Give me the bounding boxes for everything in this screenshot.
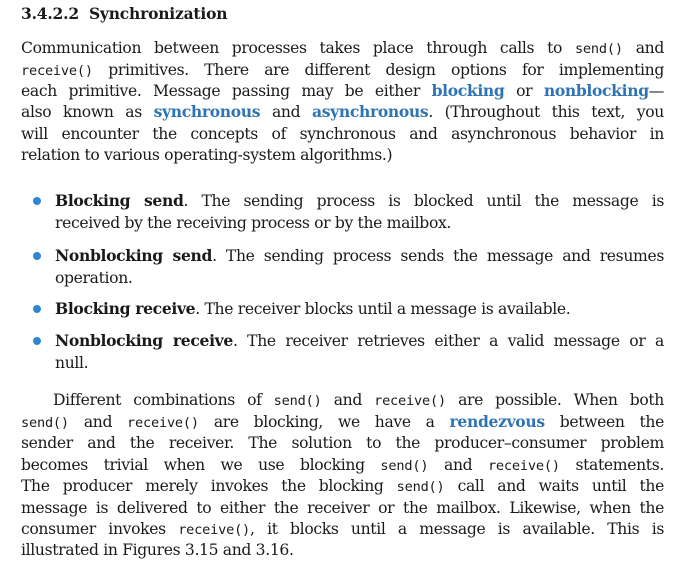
bullet-term: Nonblocking send <box>55 246 213 265</box>
section-title: Synchronization <box>88 4 228 23</box>
code-receive: receive() <box>21 63 93 79</box>
text-line: also known as synchronous and asynchronous. (Throughout this text, you <box>21 102 664 121</box>
bullet-dot-icon <box>33 305 41 313</box>
bullet-dot-icon <box>33 197 41 205</box>
text-line: each primitive. Message passing may be either blocking or nonblocking— <box>21 81 664 100</box>
text-line: Communication between processes takes place through calls to send() and <box>21 39 665 57</box>
bullet-text: received by the receiving process or by the mailbox. <box>55 214 452 232</box>
code-send: send() <box>273 393 322 409</box>
text-line: message is delivered to either the receiver or the mailbox. Likewise, when the <box>21 499 664 517</box>
term-nonblocking: nonblocking <box>543 81 649 100</box>
code-send: send() <box>574 41 623 57</box>
bullet-dot-icon <box>33 252 41 260</box>
term-asynchronous: asynchronous <box>311 102 429 121</box>
code-receive: receive() <box>178 522 251 538</box>
bullet-dot-icon <box>33 337 41 345</box>
text-line: sender and the receiver. The solution to the producer–consumer problem <box>21 434 664 452</box>
term-blocking: blocking <box>431 81 505 100</box>
text-line: receive() primitives. There are different design options for implementing <box>21 61 664 79</box>
code-send: send() <box>380 458 429 474</box>
term-synchronous: synchronous <box>153 102 261 121</box>
bullet-text: operation. <box>55 269 133 287</box>
text-line: consumer invokes receive(), it blocks until a message is available. This is <box>21 520 664 538</box>
bullet-term: Nonblocking receive <box>55 331 233 350</box>
textbook-page: 3.4.2.2 Synchronization Communication between processes takes place through calls to send() and receive() primitives. There are different design options for implementing each primitive. Message passing may be either blocking or nonblocking— also known as synchronous and asynchronous. (Throughout this text, you will encounter the concepts of synchronous and asynchronous behavior in relation to various operating-system algorithms.) Blocking send. The sending process is blocked until the message is received by the receiving process or by the mailbox. Nonblocking send. The sending process sends the message and resumes operation. Blocking receive. The receiver blocks until a message is available. Nonblocking receive. The receiver retrieves either a valid message or a null. Different combinations of send() and receive() are possible. When both send() and receive() are blocking, we have a rendezvous between the sender and the receiver. The solution to the producer–consumer problem becomes trivial when we use blocking send() and receive() statements. The producer merely invokes the blocking send() call and waits until the message is delivered to either the receiver or the mailbox. Likewise, when the consumer invokes receive(), it blocks until a message is available. This is illustrated in Figures 3.15 and 3.16. <box>21 4 665 559</box>
text-line: will encounter the concepts of synchronous and asynchronous behavior in <box>21 125 664 143</box>
term-rendezvous: rendezvous <box>449 412 545 431</box>
bullet-term: Blocking receive <box>55 299 196 318</box>
code-send: send() <box>396 479 445 495</box>
code-receive: receive() <box>487 458 560 474</box>
section-number: 3.4.2.2 <box>21 4 79 23</box>
text-line: becomes trivial when we use blocking send() and receive() statements. <box>21 456 664 474</box>
bullet-term: Blocking send <box>55 191 184 210</box>
text-line: send() and receive() are blocking, we have a rendezvous between the <box>21 412 664 431</box>
code-receive: receive() <box>374 393 446 409</box>
text-line: Different combinations of send() and receive() are possible. When both <box>53 391 664 409</box>
text-line: illustrated in Figures 3.15 and 3.16. <box>21 541 294 559</box>
bullet-text: null. <box>55 354 89 372</box>
text-line: The producer merely invokes the blocking send() call and waits until the <box>21 477 664 495</box>
section-heading <box>21 4 227 23</box>
code-send: send() <box>21 415 69 431</box>
code-receive: receive() <box>127 415 199 431</box>
text-line: relation to various operating-system algorithms.) <box>21 146 393 164</box>
